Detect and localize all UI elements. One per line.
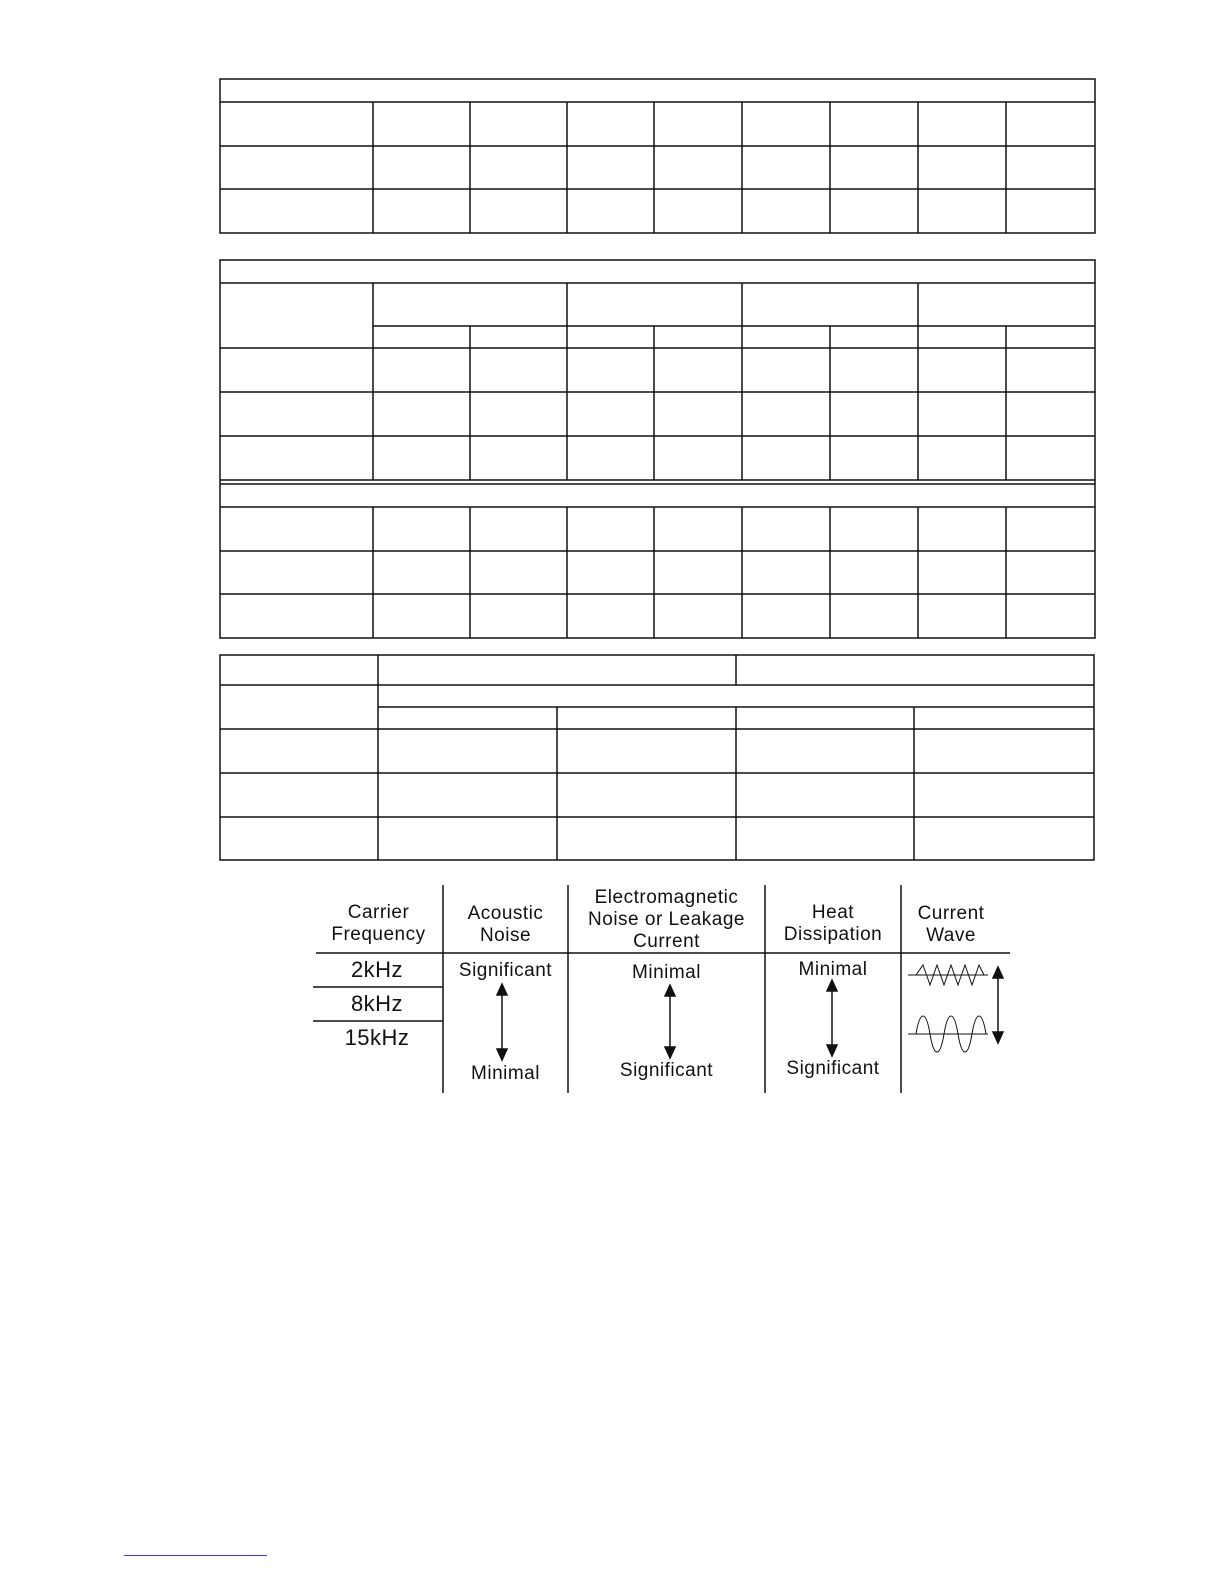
carrier-frequency-header: Carrier Frequency xyxy=(331,902,426,945)
em-noise-top: Minimal xyxy=(632,962,701,983)
heat-dissipation-header: Heat Dissipation xyxy=(783,902,883,945)
heat-dissipation-arrow xyxy=(827,980,837,1056)
acoustic-noise-arrow xyxy=(497,984,507,1060)
frequency-15khz: 15kHz xyxy=(344,1025,410,1050)
spec-table-3 xyxy=(220,655,1094,860)
current-wave-header: Current Wave xyxy=(917,903,985,946)
acoustic-noise-header: Acoustic Noise xyxy=(467,903,544,946)
frequency-8khz: 8kHz xyxy=(350,991,404,1016)
em-noise-arrow xyxy=(665,985,675,1058)
frequency-2khz: 2kHz xyxy=(350,957,404,982)
em-noise-bottom: Significant xyxy=(619,1060,714,1081)
footer-link[interactable] xyxy=(124,1555,267,1556)
high-ripple-sine-wave-icon xyxy=(908,1016,988,1052)
spec-table-2 xyxy=(220,260,1095,638)
heat-dissipation-top: Minimal xyxy=(798,959,868,980)
low-ripple-sine-wave-icon xyxy=(908,965,988,985)
spec-table-1 xyxy=(220,79,1095,233)
em-noise-header: Electromagnetic Noise or Leakage Current xyxy=(588,887,745,952)
current-wave-arrow xyxy=(993,967,1003,1043)
heat-dissipation-bottom: Significant xyxy=(786,1058,880,1079)
acoustic-noise-bottom: Minimal xyxy=(471,1063,540,1084)
acoustic-noise-top: Significant xyxy=(458,960,553,981)
